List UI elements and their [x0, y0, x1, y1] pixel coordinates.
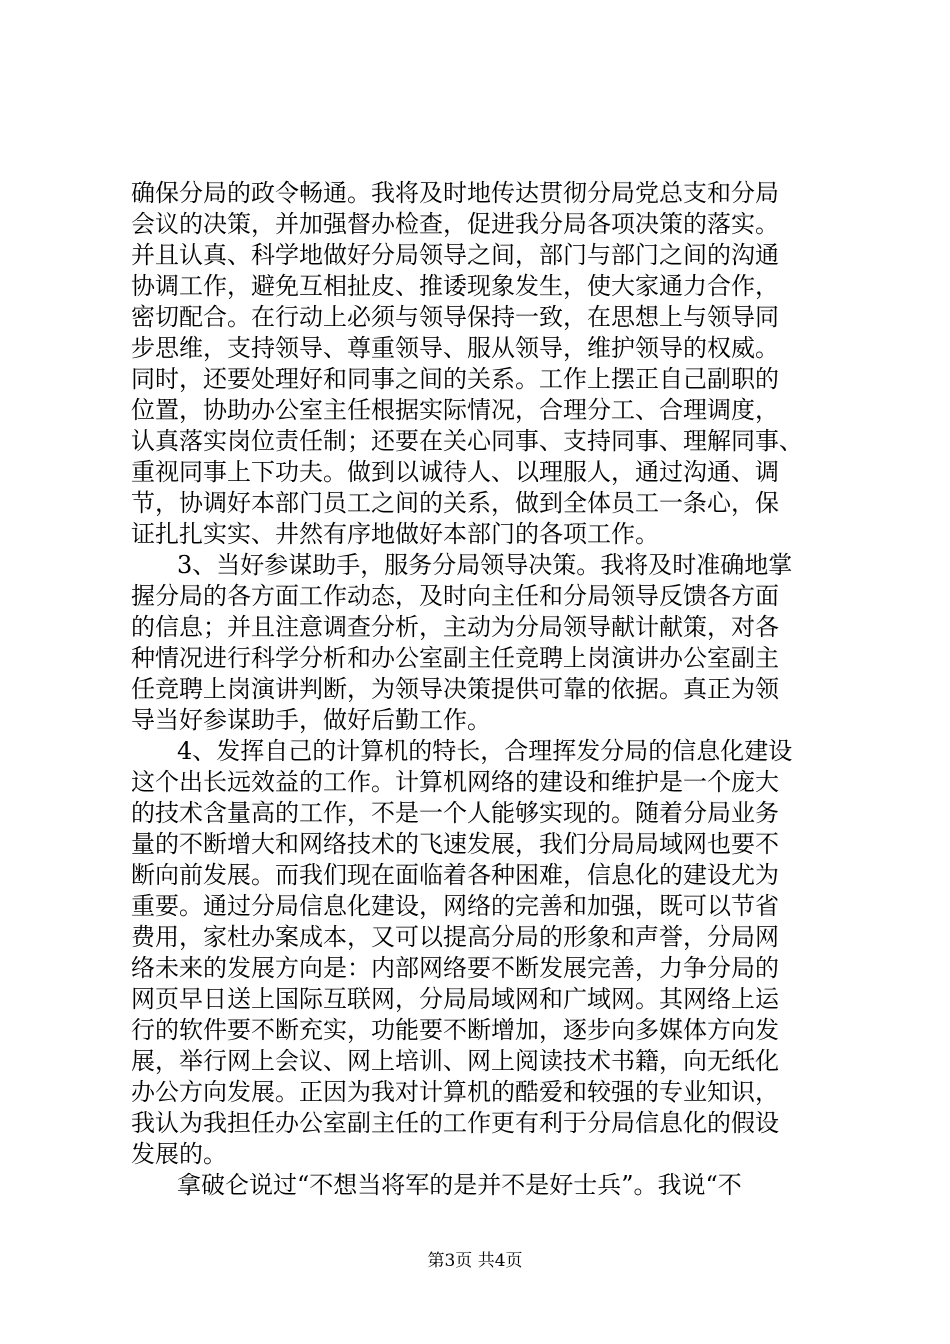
text-line: 断向前发展。而我们现在面临着各种困难，信息化的建设尤为	[131, 861, 779, 889]
page-number-footer: 第3页 共4页	[427, 1251, 523, 1271]
text-line: 步思维，支持领导、尊重领导、服从领导，维护领导的权威。	[131, 334, 779, 362]
text-line: 的技术含量高的工作，不是一个人能够实现的。随着分局业务	[131, 799, 779, 827]
paragraph-start-line: 4、发挥自己的计算机的特长，合理挥发分局的信息化建设	[177, 737, 793, 765]
text-line: 量的不断增大和网络技术的飞速发展，我们分局局域网也要不	[131, 830, 779, 858]
text-line: 展，举行网上会议、网上培训、网上阅读技术书籍，向无纸化	[131, 1047, 779, 1075]
text-line: 络未来的发展方向是：内部网络要不断发展完善，力争分局的	[131, 954, 779, 982]
text-line: 同时，还要处理好和同事之间的关系。工作上摆正自己副职的	[131, 365, 779, 393]
text-line: 费用，家杜办案成本，又可以提高分局的形象和声誉，分局网	[131, 923, 779, 951]
text-line: 任竞聘上岗演讲判断，为领导决策提供可靠的依据。真正为领	[131, 675, 779, 703]
text-line: 节，协调好本部门员工之间的关系，做到全体员工一条心，保	[131, 489, 779, 517]
text-line: 握分局的各方面工作动态，及时向主任和分局领导反馈各方面	[131, 582, 779, 610]
text-line: 会议的决策，并加强督办检查，促进我分局各项决策的落实。	[131, 210, 779, 238]
text-line: 发展的。	[131, 1140, 227, 1168]
paragraph-start-line: 拿破仑说过“不想当将军的是并不是好士兵”。我说“不	[177, 1171, 742, 1199]
text-line: 密切配合。在行动上必须与领导保持一致，在思想上与领导同	[131, 303, 779, 331]
text-line: 网页早日送上国际互联网，分局局域网和广域网。其网络上运	[131, 985, 779, 1013]
text-line: 行的软件要不断充实，功能要不断增加，逐步向多媒体方向发	[131, 1016, 779, 1044]
body-text	[131, 178, 827, 1201]
text-line: 我认为我担任办公室副主任的工作更有利于分局信息化的假设	[131, 1109, 779, 1137]
text-line: 协调工作，避免互相扯皮、推诿现象发生，使大家通力合作，	[131, 272, 779, 300]
text-line: 确保分局的政令畅通。我将及时地传达贯彻分局党总支和分局	[131, 179, 779, 207]
text-line: 办公方向发展。正因为我对计算机的酷爱和较强的专业知识，	[131, 1078, 779, 1106]
text-line: 位置，协助办公室主任根据实际情况，合理分工、合理调度，	[131, 396, 779, 424]
text-line: 种情况进行科学分析和办公室副主任竞聘上岗演讲办公室副主	[131, 644, 779, 672]
text-line: 并且认真、科学地做好分局领导之间，部门与部门之间的沟通	[131, 241, 779, 269]
paragraph-start-line: 3、当好参谋助手，服务分局领导决策。我将及时准确地掌	[177, 551, 793, 579]
text-line: 认真落实岗位责任制；还要在关心同事、支持同事、理解同事、	[131, 427, 803, 455]
text-line: 证扎扎实实、井然有序地做好本部门的各项工作。	[131, 520, 659, 548]
text-line: 重要。通过分局信息化建设，网络的完善和加强，既可以节省	[131, 892, 779, 920]
text-line: 这个出长远效益的工作。计算机网络的建设和维护是一个庞大	[131, 768, 779, 796]
text-line: 的信息；并且注意调查分析，主动为分局领导献计献策，对各	[131, 613, 779, 641]
text-line: 重视同事上下功夫。做到以诚待人、以理服人，通过沟通、调	[131, 458, 779, 486]
text-line: 导当好参谋助手，做好后勤工作。	[131, 706, 491, 734]
